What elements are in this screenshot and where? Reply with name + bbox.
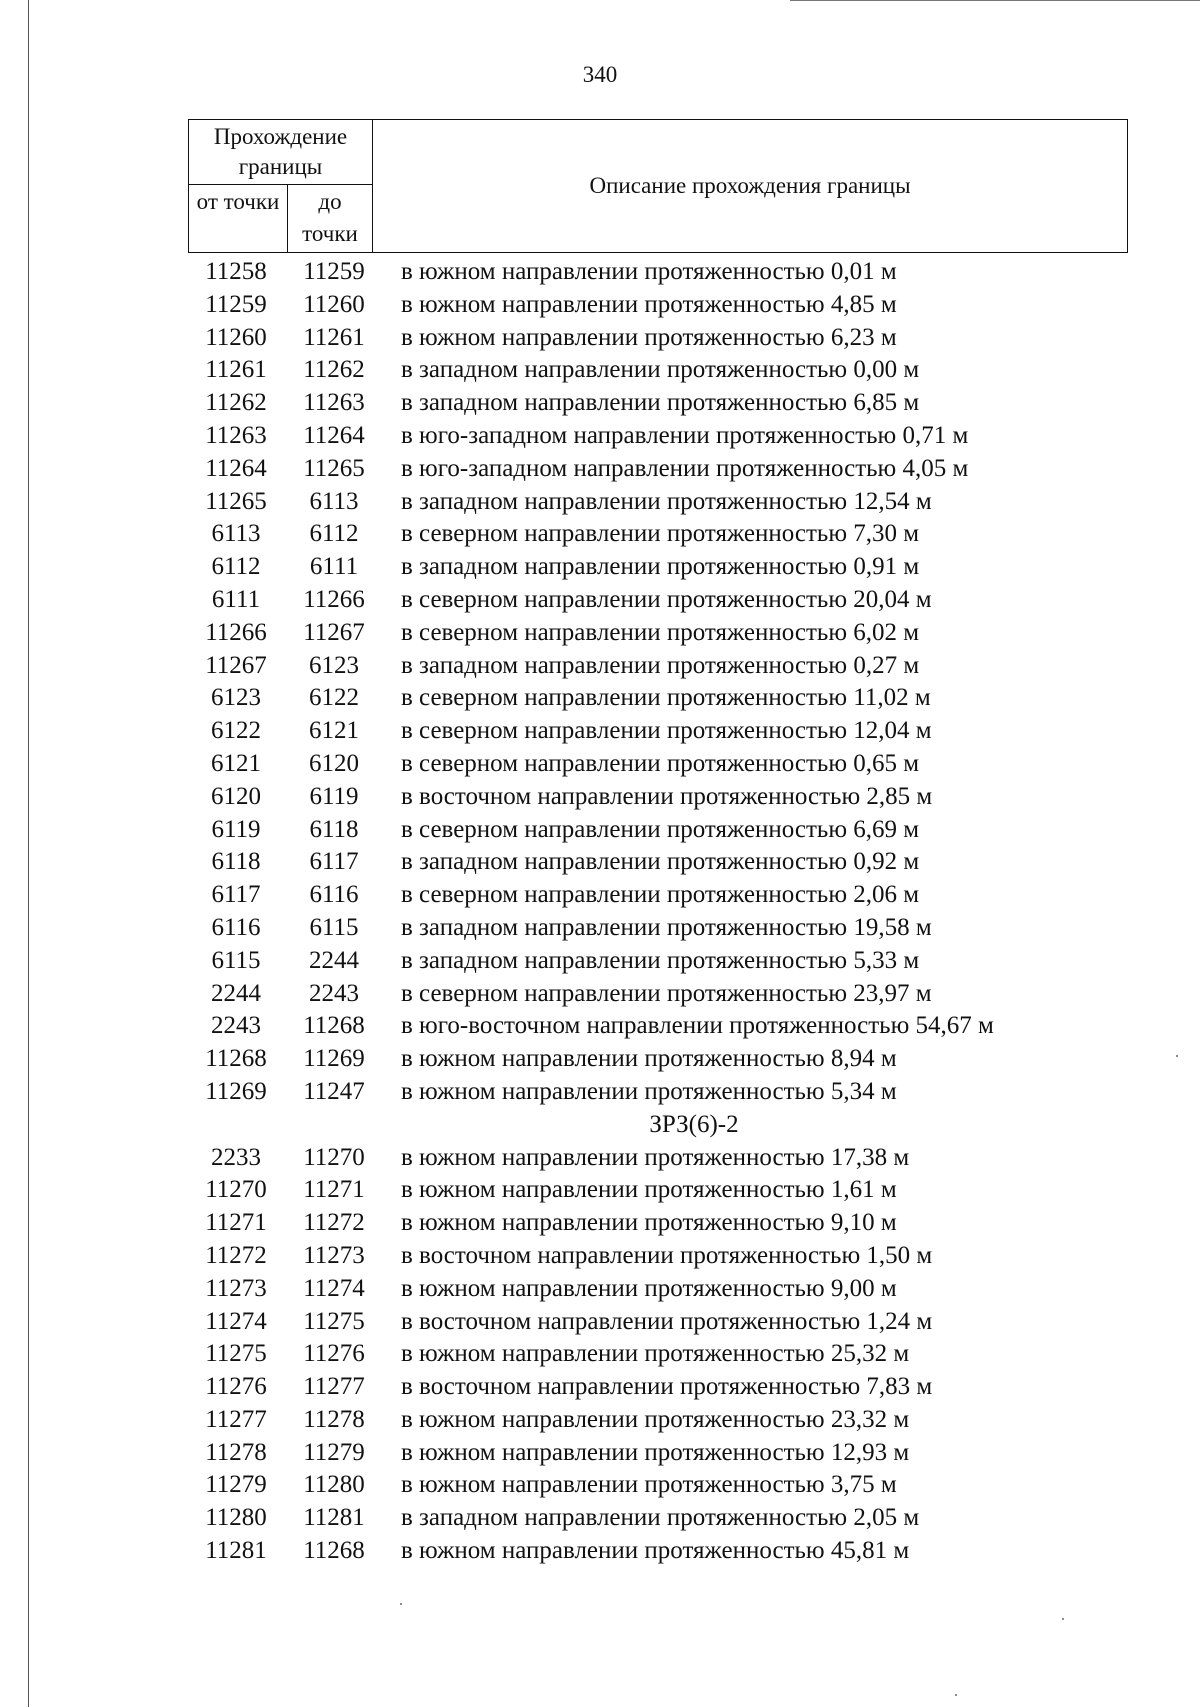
from-point-cell: 11262 [205,389,267,417]
to-point-cell: 11259 [303,258,365,285]
from-point-cell: 11270 [205,1176,267,1204]
table-row [188,584,1128,617]
description-cell: в северном направлении протяженностью 6,69 м [401,815,920,843]
from-point-cell: 11281 [205,1537,267,1565]
header-divider-horizontal [189,184,372,185]
section-title: ЗРЗ(6)-2 [649,1110,739,1138]
description-cell: в южном направлении протяженностью 8,94 м [401,1045,897,1073]
table-row [188,781,1128,814]
from-point-cell: 6111 [211,585,261,613]
from-point-cell: 11266 [205,618,267,646]
description-cell: в восточном направлении протяженностью 2,85 м [401,782,933,810]
table-row [188,420,1128,453]
to-point-cell: 11280 [303,1471,365,1499]
to-point-cell: 11270 [303,1143,365,1171]
to-point-cell: 11268 [303,1537,365,1565]
table-row [188,748,1128,781]
description-cell: в южном направлении протяженностью 4,85 м [401,290,897,318]
description-cell: в западном направлении протяженностью 19,58 м [401,913,932,941]
from-point-cell: 11276 [205,1373,267,1401]
scan-top-edge [790,0,1200,1]
to-point-cell: 6121 [309,717,359,745]
description-cell: в восточном направлении протяженностью 7,83 м [401,1373,933,1401]
description-cell: в юго-западном направлении протяженностью 0,71 м [401,421,969,449]
description-cell: в западном направлении протяженностью 0,92 м [401,848,920,876]
from-point-cell: 6122 [211,717,261,745]
from-point-cell: 11263 [205,421,267,449]
from-point-cell: 6120 [211,782,261,810]
table-row [188,1371,1128,1404]
table-row [188,1404,1128,1437]
table-row [188,912,1128,945]
page-number: 340 [582,62,618,87]
description-cell: в западном направлении протяженностью 0,00 м [401,356,920,384]
description-cell: в западном направлении протяженностью 5,33 м [401,946,920,974]
from-point-cell: 11261 [205,356,267,384]
header-from-point: от точки [196,189,280,214]
from-point-cell: 6115 [211,946,261,974]
to-point-cell: 11273 [303,1241,365,1269]
table-row [188,1010,1128,1043]
from-point-cell: 11269 [205,1077,267,1105]
to-point-cell: 11260 [303,290,365,318]
table-row [188,617,1128,650]
to-point-cell: 11265 [303,454,365,482]
to-point-cell: 11268 [303,1012,365,1040]
from-point-cell: 11279 [205,1471,267,1499]
table-row [188,1502,1128,1535]
to-point-cell: 6117 [309,848,359,876]
description-cell: в юго-восточном направлении протяженностью 54,67 м [401,1012,994,1040]
table-row [188,518,1128,551]
description-cell: в северном направлении протяженностью 7,30 м [401,520,920,548]
table-row [188,256,1128,289]
to-point-cell: 2244 [309,946,359,974]
to-point-cell: 6120 [309,749,359,777]
from-point-cell: 11260 [205,323,267,351]
table-row [188,1076,1128,1109]
from-point-cell: 11258 [205,258,267,285]
description-cell: в восточном направлении протяженностью 1,50 м [401,1241,933,1269]
table-row [188,879,1128,912]
description-cell: в северном направлении протяженностью 2,06 м [401,881,920,909]
table-row [188,1043,1128,1076]
scan-speck [400,1603,402,1605]
description-cell: в южном направлении протяженностью 6,23 м [401,323,897,351]
table-row [188,1306,1128,1339]
to-point-cell: 11262 [303,356,365,384]
table-row [188,715,1128,748]
to-point-cell: 6111 [309,553,359,581]
boundary-table-body [188,256,1128,1568]
from-point-cell: 6116 [211,913,261,941]
to-point-cell: 11275 [303,1307,365,1335]
description-cell: в южном направлении протяженностью 9,10 м [401,1209,897,1237]
from-point-cell: 11267 [205,651,267,679]
from-point-cell: 11278 [205,1438,267,1466]
table-row [188,1174,1128,1207]
scan-speck [1176,1055,1178,1057]
from-point-cell: 11280 [205,1504,267,1532]
to-point-cell: 11264 [303,421,365,449]
description-cell: в западном направлении протяженностью 0,91 м [401,553,920,581]
to-point-cell: 11274 [303,1274,365,1302]
table-row [188,1273,1128,1306]
description-cell: в южном направлении протяженностью 1,61 м [401,1176,897,1204]
table-row [188,322,1128,355]
to-point-cell: 11276 [303,1340,365,1368]
description-cell: в южном направлении протяженностью 12,93 м [401,1438,910,1466]
description-cell: в северном направлении протяженностью 12,04 м [401,717,932,745]
to-point-cell: 11247 [303,1077,365,1105]
from-point-cell: 11259 [205,290,267,318]
description-cell: в южном направлении протяженностью 5,34 м [401,1077,897,1105]
description-cell: в северном направлении протяженностью 6,02 м [401,618,920,646]
to-point-cell: 11272 [303,1209,365,1237]
to-point-cell: 6118 [309,815,359,843]
boundary-rows-part2 [188,1142,1128,1568]
to-point-cell: 6122 [309,684,359,712]
from-point-cell: 11273 [205,1274,267,1302]
table-row [188,1535,1128,1568]
description-cell: в юго-западном направлении протяженностью 4,05 м [401,454,969,482]
table-row [188,650,1128,683]
from-point-cell: 2243 [211,1012,261,1040]
to-point-cell: 11277 [303,1373,365,1401]
to-point-cell: 11266 [303,585,365,613]
header-description: Описание прохождения границы [589,173,911,198]
from-point-cell: 11264 [205,454,267,482]
from-point-cell: 6117 [211,881,261,909]
table-row [188,1338,1128,1371]
from-point-cell: 11272 [205,1241,267,1269]
table-row [188,682,1128,715]
to-point-cell: 6123 [309,651,359,679]
to-point-cell: 6119 [309,782,359,810]
description-cell: в южном направлении протяженностью 45,81 м [401,1537,910,1565]
to-point-cell: 11278 [303,1405,365,1433]
description-cell: в западном направлении протяженностью 12,54 м [401,487,932,515]
scan-left-edge [28,0,29,1707]
to-point-cell: 6113 [309,487,359,515]
table-row [188,453,1128,486]
table-row [188,846,1128,879]
from-point-cell: 11268 [205,1045,267,1073]
header-passage: Прохождение границы [213,124,348,179]
to-point-cell: 6116 [309,881,359,909]
table-row [188,1469,1128,1502]
description-cell: в южном направлении протяженностью 25,32 м [401,1340,910,1368]
from-point-cell: 11275 [205,1340,267,1368]
to-point-cell: 11267 [303,618,365,646]
from-point-cell: 2244 [211,979,261,1007]
description-cell: в южном направлении протяженностью 23,32 м [401,1405,910,1433]
description-cell: в западном направлении протяженностью 0,27 м [401,651,920,679]
description-cell: в северном направлении протяженностью 11,02 м [401,684,931,712]
header-to-point: до точки [302,189,358,246]
description-cell: в северном направлении протяженностью 20,04 м [401,585,932,613]
from-point-cell: 6121 [211,749,261,777]
from-point-cell: 11271 [205,1209,267,1237]
from-point-cell: 6123 [211,684,261,712]
scan-speck [955,1694,957,1696]
to-point-cell: 2243 [309,979,359,1007]
to-point-cell: 11263 [303,389,365,417]
table-row [188,1142,1128,1175]
description-cell: в южном направлении протяженностью 3,75 м [401,1471,897,1499]
to-point-cell: 11261 [303,323,365,351]
scan-speck [1062,1618,1064,1620]
table-row [188,387,1128,420]
table-header [188,119,1128,253]
table-row [188,1240,1128,1273]
table-row [188,486,1128,519]
table-row [188,1437,1128,1470]
table-row [188,945,1128,978]
from-point-cell: 2233 [211,1143,261,1171]
from-point-cell: 6119 [211,815,261,843]
to-point-cell: 11279 [303,1438,365,1466]
from-point-cell: 11274 [205,1307,267,1335]
table-row [188,978,1128,1011]
table-row [188,1207,1128,1240]
from-point-cell: 6118 [211,848,261,876]
description-cell: в западном направлении протяженностью 6,85 м [401,389,920,417]
boundary-rows-part1 [188,256,1128,1109]
description-cell: в северном направлении протяженностью 0,65 м [401,749,920,777]
from-point-cell: 6113 [211,520,261,548]
from-point-cell: 6112 [211,553,261,581]
description-cell: в южном направлении протяженностью 0,01 м [401,258,897,285]
to-point-cell: 6112 [309,520,359,548]
to-point-cell: 11269 [303,1045,365,1073]
to-point-cell: 11271 [303,1176,365,1204]
description-cell: в южном направлении протяженностью 9,00 м [401,1274,897,1302]
description-cell: в южном направлении протяженностью 17,38 м [401,1143,910,1171]
from-point-cell: 11265 [205,487,267,515]
to-point-cell: 11281 [303,1504,365,1532]
table-row [188,551,1128,584]
table-row [188,289,1128,322]
from-point-cell: 11277 [205,1405,267,1433]
description-cell: в восточном направлении протяженностью 1,24 м [401,1307,933,1335]
to-point-cell: 6115 [309,913,359,941]
table-row [188,354,1128,387]
description-cell: в северном направлении протяженностью 23,97 м [401,979,932,1007]
description-cell: в западном направлении протяженностью 2,05 м [401,1504,920,1532]
table-row [188,814,1128,847]
